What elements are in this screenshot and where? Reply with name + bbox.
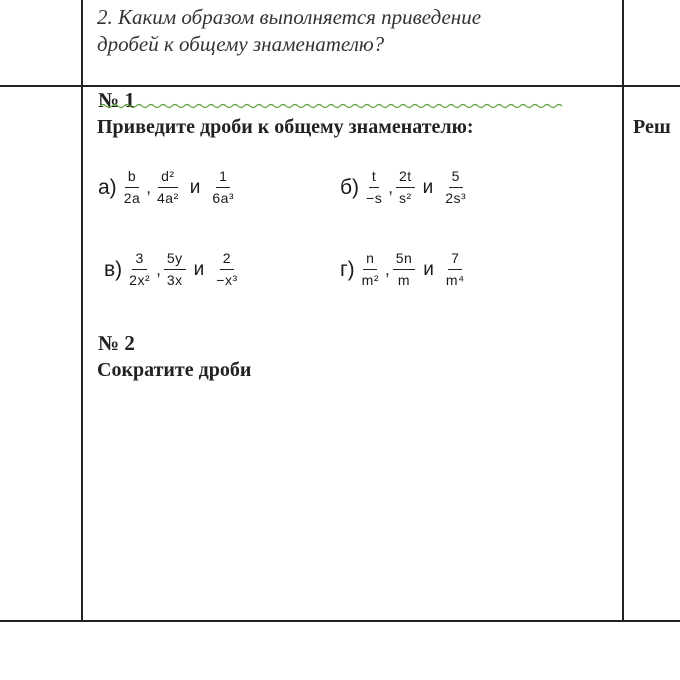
right-column-partial-text: Реш xyxy=(633,116,671,138)
exercise-label: в) xyxy=(104,257,123,281)
table-bottom-border xyxy=(0,620,680,622)
row-divider xyxy=(0,85,680,87)
fraction: $\frac{7}{\text{m⁴}}$ xyxy=(445,250,465,288)
exercise-label: г) xyxy=(340,257,355,281)
question-line-1: 2. Каким образом выполняется приведение xyxy=(97,5,482,29)
task-2-instruction: Сократите дроби xyxy=(97,359,252,381)
question-text xyxy=(97,4,597,58)
fraction: $\frac{n}{\text{m²}}$ xyxy=(361,250,379,288)
exercise-v: в) $\frac{3}{\text{2x²}}$ , $\frac{5y}{3x}$ и $\frac{2}{\text{−x³}}$ xyxy=(104,250,241,289)
fraction: $\frac{5}{\text{2s³}}$ xyxy=(445,168,467,206)
exercise-a: а) $\frac{b}{2a}$ , $\frac{\text{d²}}{\text{4a²}}$ и $\frac{1}{\text{6a³}}$ xyxy=(98,168,237,207)
right-cell-border xyxy=(622,0,624,622)
fraction: $\frac{5y}{3x}$ xyxy=(164,250,186,289)
fraction: $\frac{5n}{m}$ xyxy=(393,250,416,289)
fraction: $\frac{b}{2a}$ xyxy=(123,168,141,206)
exercise-b: б) $\frac{t}{-s}$ , $\frac{2t}{\text{s²}}$ и $\frac{5}{\text{2s³}}$ xyxy=(340,168,469,207)
exercise-label: б) xyxy=(340,175,360,199)
spellcheck-underline xyxy=(100,103,565,109)
fraction: $\frac{1}{\text{6a³}}$ xyxy=(212,168,235,206)
left-cell-border xyxy=(81,0,83,622)
fraction: $\frac{t}{-s}$ xyxy=(366,168,383,206)
fraction: $\frac{3}{\text{2x²}}$ xyxy=(129,250,151,288)
fraction: $\frac{2t}{\text{s²}}$ xyxy=(396,168,415,207)
task-1-number: № 1 xyxy=(98,88,135,112)
exercise-g: г) $\frac{n}{\text{m²}}$ , $\frac{5n}{m}$ и $\frac{7}{\text{m⁴}}$ xyxy=(340,250,468,289)
task-1-instruction: Приведите дроби к общему знаменателю: xyxy=(97,116,474,138)
task-2-number: № 2 xyxy=(98,331,135,355)
exercise-label: а) xyxy=(98,175,117,199)
fraction: $\frac{2}{\text{−x³}}$ xyxy=(216,250,238,288)
fraction: $\frac{\text{d²}}{\text{4a²}}$ xyxy=(157,168,179,206)
question-line-2: дробей к общему знаменателю? xyxy=(97,32,385,56)
